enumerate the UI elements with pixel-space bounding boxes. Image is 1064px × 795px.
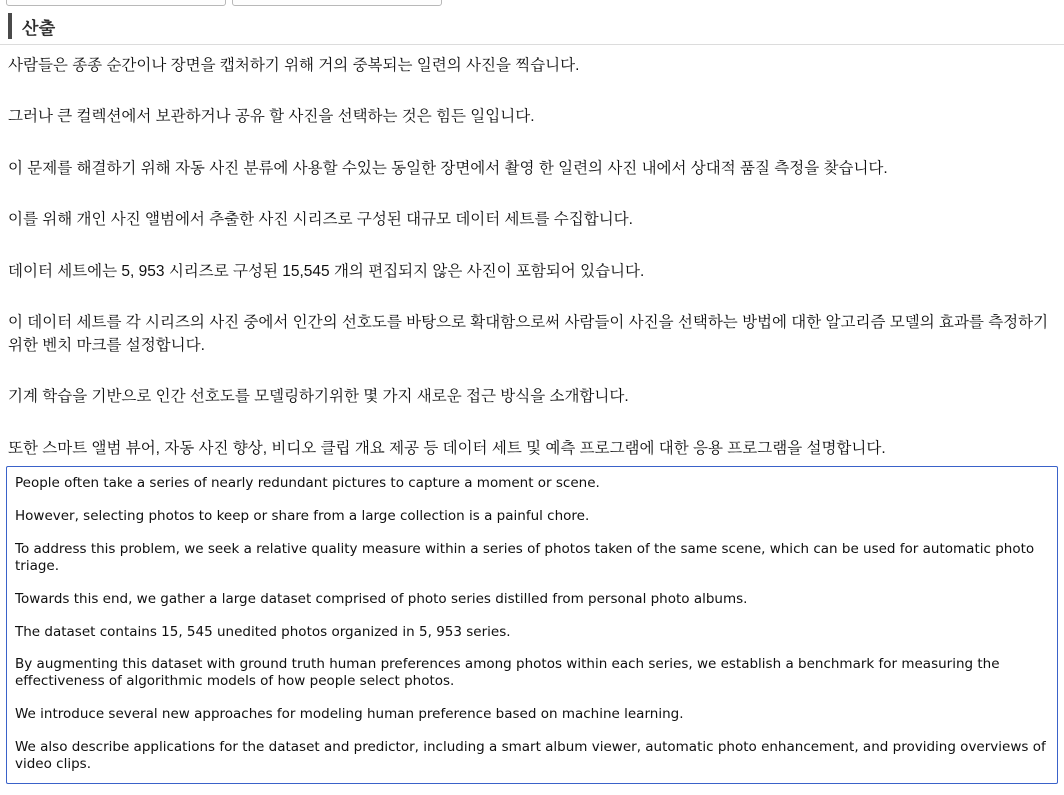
source-text-box[interactable] [6,466,1058,784]
translated-paragraph: 기계 학습을 기반으로 인간 선호도를 모델링하기위한 몇 가지 새로운 접근 방식을 소개합니다. [8,388,629,406]
translated-paragraph: 이 문제를 해결하기 위해 자동 사진 분류에 사용할 수있는 동일한 장면에서 촬영 한 일련의 사진 내에서 상대적 품질 측정을 찾습니다. [8,159,888,177]
translated-paragraph: 데이터 세트에는 5, 953 시리즈로 구성된 15,545 개의 편집되지 않은 사진이 포함되어 있습니다. [8,262,645,280]
toolbar-button-right[interactable] [232,0,442,6]
source-paragraph: However, selecting photos to keep or share from a large collection is a painful chore. [15,508,590,525]
top-toolbar-strip [0,0,1064,8]
source-paragraph: We introduce several new approaches for modeling human preference based on machine learning. [15,706,684,723]
section-header [0,8,1064,45]
translated-paragraph: 이 데이터 세트를 각 시리즈의 사진 중에서 인간의 선호도를 바탕으로 확대함으로써 사람들이 사진을 선택하는 방법에 대한 알고리즘 모델의 효과를 측정하기위한 벤치 마크를 설정합니다. [8,314,1049,354]
source-paragraph: We also describe applications for the dataset and predictor, including a smart album viewer, automatic photo enhancement, and providing overviews of video clips. [15,739,1046,772]
source-paragraph: Towards this end, we gather a large dataset comprised of photo series distilled from personal photo albums. [15,590,748,607]
translated-paragraph: 그러나 큰 컬렉션에서 보관하거나 공유 할 사진을 선택하는 것은 힘든 일입니다. [8,108,535,126]
translated-paragraph: 이를 위해 개인 사진 앨범에서 추출한 사진 시리즈로 구성된 대규모 데이터 세트를 수집합니다. [8,211,633,229]
source-paragraph: To address this problem, we seek a relative quality measure within a series of photos taken of the same scene, which can be used for automatic photo triage. [15,540,1035,574]
translated-paragraph: 사람들은 종종 순간이나 장면을 캡처하기 위해 거의 중복되는 일련의 사진을 찍습니다. [8,57,580,74]
translated-paragraph: 또한 스마트 앨범 뷰어, 자동 사진 향상, 비디오 클립 개요 제공 등 데이터 세트 및 예측 프로그램에 대한 응용 프로그램을 설명합니다. [8,439,886,457]
translated-text-block [0,45,1064,460]
toolbar-button-left[interactable] [6,0,226,6]
source-paragraph: People often take a series of nearly redundant pictures to capture a moment or scene. [15,475,600,492]
page-title: 산출 [22,18,56,38]
source-paragraph: The dataset contains 15, 545 unedited photos organized in 5, 953 series. [15,623,511,640]
section-accent-bar [8,13,12,39]
source-paragraph: By augmenting this dataset with ground truth human preferences among photos within each series, we establish a benchmark for measuring the effectiveness of algorithmic models of how people select photos. [15,656,1000,690]
